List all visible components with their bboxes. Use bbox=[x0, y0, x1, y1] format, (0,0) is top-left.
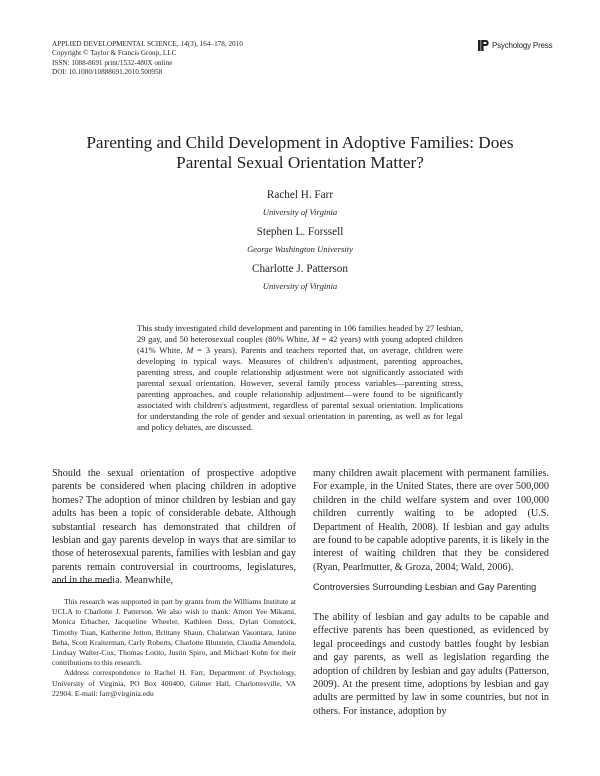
paper-title-line-1: Parenting and Child Development in Adoptive Families: Does bbox=[86, 133, 514, 152]
author-affiliation: University of Virginia bbox=[262, 281, 338, 291]
paper-title bbox=[40, 133, 560, 173]
author-name: Stephen L. Forssell bbox=[256, 226, 344, 238]
publisher-logo bbox=[478, 40, 552, 51]
author-name: Charlotte J. Patterson bbox=[251, 263, 348, 275]
author-affiliation: University of Virginia bbox=[262, 207, 338, 217]
paper-title-line-2: Parental Sexual Orientation Matter? bbox=[176, 153, 424, 172]
correspondence-note: Address correspondence to Rachel H. Farr, Department of Psychology, University of Virginia, PO Box 400400, Gilmer Hall, Charlottesville, VA 22904. E-mail: farr@virginia.edu bbox=[52, 668, 296, 698]
author-affiliation: George Washington University bbox=[247, 244, 353, 254]
body-text-left: Should the sexual orientation of prospective adoptive parents be considered when placing children in adoptive homes? The adoption of minor children by lesbian and gay adults has been a topic of considerable debate. Although substantial research has demonstrated that children of lesbian and gay parents develop in ways that are similar to those of heterosexual parents, families with lesbian and gay parents remain controversial in courtrooms, legislatures, and in the media. Meanwhile, bbox=[52, 468, 296, 587]
copyright-line: Copyright © Taylor & Francis Group, LLC bbox=[52, 49, 177, 58]
author-name: Rachel H. Farr bbox=[266, 189, 334, 201]
psychology-press-logo-icon bbox=[478, 40, 490, 51]
footnote bbox=[52, 597, 296, 699]
body-text-right: many children await placement with permanent families. For example, in the United States, there are over 500,000 children in the child welfare system and over 100,000 children currently waiting to be adopted (U.S. Department of Health, 2008). If lesbian and gay adults are found to be capable adoptive parents, it is likely in the interest of waiting children that they be considered (Ryan, Pearlmutter, & Groza, 2004; Wald, 2006). bbox=[313, 468, 549, 573]
doi-line: DOI: 10.1080/10888691.2010.500958 bbox=[52, 68, 163, 77]
body-text-right-section: The ability of lesbian and gay adults to be capable and effective parents has been questioned, as evidenced by legal proceedings and custody battles fought by lesbian and gay parents, as well as legislation regarding the adoption of children by lesbian and gay adults (Patterson, 2009). At the present time, adoptions by lesbian and gay adults are permitted by law in some countries, but not in others. For instance, adoption by bbox=[313, 612, 549, 717]
abstract: This study investigated child development and parenting in 106 families headed by 27 lesbian, 29 gay, and 50 heterosexual couples (80% White, M = 42 years) with young adopted children (41% White, M = 3 years). Parents and teachers reported that, on average, children were developing in typical ways. Measures of children's adjustment, parenting approaches, parenting stress, and couple relationship adjustment were not significantly associated with parental sexual orientation. However, several family process variables—parenting stress, parenting approaches, and couple relationship adjustment—were found to be significantly associated with children's adjustment, regardless of parental sexual orientation. Implications for understanding the role of gender and sexual orientation in parenting, as well as for legal and policy debates, are discussed. bbox=[137, 323, 463, 432]
publisher-name: Psychology Press bbox=[492, 41, 553, 50]
journal-header bbox=[52, 40, 243, 78]
funding-note: This research was supported in part by grants from the Williams Institute at UCLA to Charlotte J. Patterson. We also wish to thank: Amori Yee Mikami, Monica Erbacher, Jacqueline Wheeler, Kathleen Doss, Dylan Comstock, Timothy Tuan, Katherine Jetton, Brittany Shaun, Chalatwan Vasontara, Janine Beha, Scott Kraiterman, Carly Roberts, Charlotte Blutstein, Claudia Amendola, Lindsay Walter-Cox, Thomas Lotito, Justin Spiro, and Michael Kohn for their contributions to this research. bbox=[52, 597, 296, 668]
section-heading: Controversies Surrounding Lesbian and Gay Parenting bbox=[313, 582, 537, 592]
issn-line: ISSN: 1088-8691 print/1532-480X online bbox=[52, 58, 173, 67]
journal-citation: APPLIED DEVELOPMENTAL SCIENCE, 14(3), 164–178, 2010 bbox=[52, 40, 243, 48]
footnote-divider bbox=[52, 582, 112, 583]
